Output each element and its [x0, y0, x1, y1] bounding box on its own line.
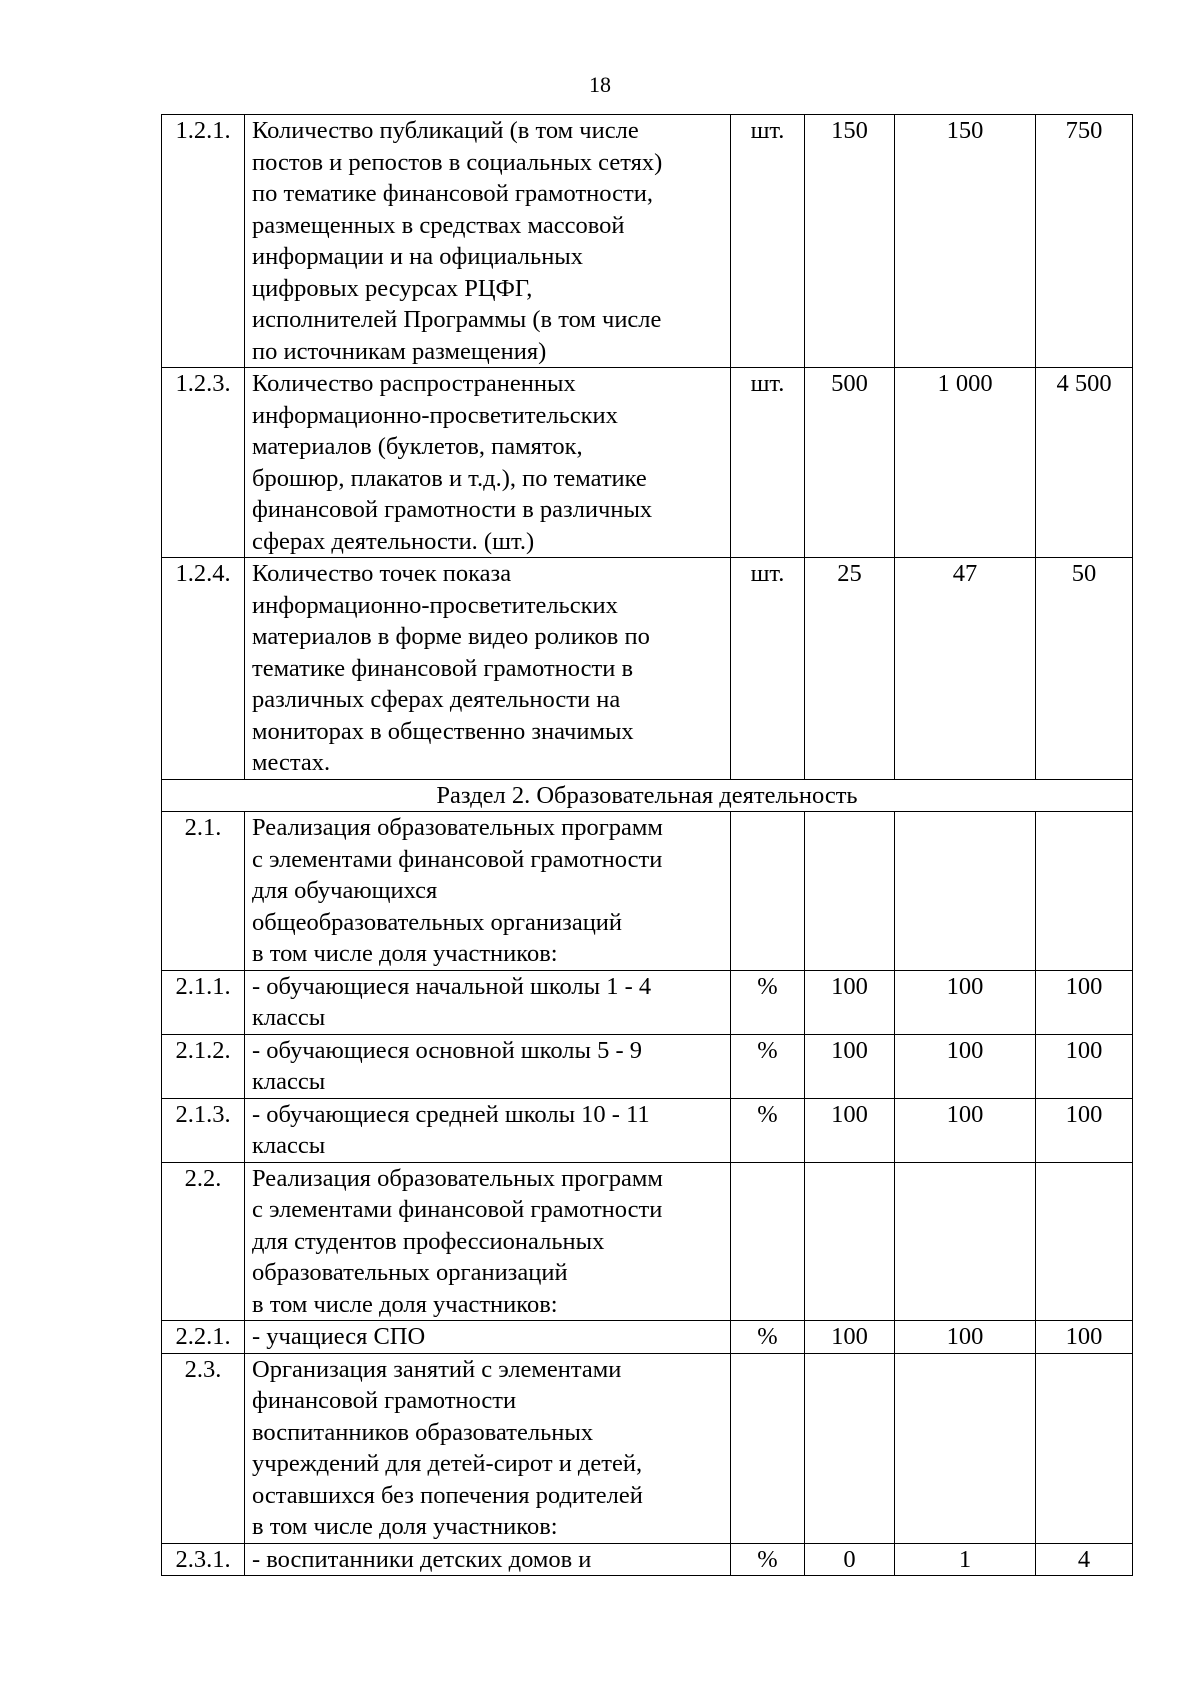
value-3	[1036, 812, 1133, 971]
indicator-name: - воспитанники детских домов и	[245, 1543, 731, 1576]
indicator-name: Реализация образовательных программ с элементами финансовой грамотности для обучающихся общеобразовательных организаций в том числе доля участников:	[245, 812, 731, 971]
unit	[731, 812, 805, 971]
row-number: 1.2.1.	[162, 115, 245, 368]
row-number: 2.1.	[162, 812, 245, 971]
value-1	[805, 1353, 895, 1543]
unit: %	[731, 1098, 805, 1162]
unit: шт.	[731, 115, 805, 368]
table-row	[162, 1543, 1133, 1576]
value-1: 100	[805, 1034, 895, 1098]
table-row	[162, 1321, 1133, 1354]
indicator-name: - обучающиеся средней школы 10 - 11 классы	[245, 1098, 731, 1162]
unit: шт.	[731, 368, 805, 558]
value-2: 150	[895, 115, 1036, 368]
value-3: 4 500	[1036, 368, 1133, 558]
unit: %	[731, 970, 805, 1034]
table-row	[162, 1162, 1133, 1321]
value-2: 100	[895, 1098, 1036, 1162]
section-heading: Раздел 2. Образовательная деятельность	[162, 779, 1133, 812]
row-number: 2.1.1.	[162, 970, 245, 1034]
value-2: 100	[895, 1321, 1036, 1354]
row-number: 2.2.1.	[162, 1321, 245, 1354]
table-row	[162, 970, 1133, 1034]
indicator-name: Количество точек показа информационно-просветительских материалов в форме видео роликов по тематике финансовой грамотности в различных сферах деятельности на мониторах в общественно значимых местах.	[245, 558, 731, 780]
value-2	[895, 812, 1036, 971]
value-1: 0	[805, 1543, 895, 1576]
value-3: 50	[1036, 558, 1133, 780]
table-row	[162, 1353, 1133, 1543]
unit: шт.	[731, 558, 805, 780]
table-row	[162, 368, 1133, 558]
table-row	[162, 1098, 1133, 1162]
value-1	[805, 812, 895, 971]
page-number: 18	[589, 72, 611, 97]
value-2: 47	[895, 558, 1036, 780]
unit: %	[731, 1321, 805, 1354]
value-2: 1 000	[895, 368, 1036, 558]
value-1: 150	[805, 115, 895, 368]
indicator-name: Количество публикаций (в том числе постов и репостов в социальных сетях) по тематике финансовой грамотности, размещенных в средствах массовой информации и на официальных цифровых ресурсах РЦФГ, исполнителей Программы (в том числе по источникам размещения)	[245, 115, 731, 368]
value-2: 100	[895, 1034, 1036, 1098]
value-2: 1	[895, 1543, 1036, 1576]
indicator-name: - учащиеся СПО	[245, 1321, 731, 1354]
value-3: 100	[1036, 970, 1133, 1034]
row-number: 2.1.3.	[162, 1098, 245, 1162]
indicator-name: Организация занятий с элементами финансовой грамотности воспитанников образовательных учреждений для детей-сирот и детей, оставшихся без попечения родителей в том числе доля участников:	[245, 1353, 731, 1543]
indicator-name: - обучающиеся основной школы 5 - 9 классы	[245, 1034, 731, 1098]
table-row	[162, 812, 1133, 971]
value-1: 25	[805, 558, 895, 780]
table-row	[162, 1034, 1133, 1098]
value-2: 100	[895, 970, 1036, 1034]
unit	[731, 1353, 805, 1543]
unit: %	[731, 1543, 805, 1576]
value-3: 100	[1036, 1098, 1133, 1162]
value-3: 100	[1036, 1321, 1133, 1354]
value-3: 4	[1036, 1543, 1133, 1576]
value-3: 750	[1036, 115, 1133, 368]
value-3	[1036, 1162, 1133, 1321]
unit	[731, 1162, 805, 1321]
value-3	[1036, 1353, 1133, 1543]
row-number: 2.2.	[162, 1162, 245, 1321]
table-row	[162, 115, 1133, 368]
value-3: 100	[1036, 1034, 1133, 1098]
row-number: 2.1.2.	[162, 1034, 245, 1098]
value-2	[895, 1353, 1036, 1543]
indicator-name: Количество распространенных информационно-просветительских материалов (буклетов, памяток, брошюр, плакатов и т.д.), по тематике финансовой грамотности в различных сферах деятельности. (шт.)	[245, 368, 731, 558]
value-2	[895, 1162, 1036, 1321]
unit: %	[731, 1034, 805, 1098]
indicator-name: Реализация образовательных программ с элементами финансовой грамотности для студентов профессиональных образовательных организаций в том числе доля участников:	[245, 1162, 731, 1321]
indicator-name: - обучающиеся начальной школы 1 - 4 классы	[245, 970, 731, 1034]
value-1: 100	[805, 1098, 895, 1162]
row-number: 1.2.3.	[162, 368, 245, 558]
value-1: 500	[805, 368, 895, 558]
value-1	[805, 1162, 895, 1321]
table-row	[162, 558, 1133, 780]
value-1: 100	[805, 1321, 895, 1354]
section-heading-row	[162, 779, 1133, 812]
indicators-table	[161, 114, 1133, 1576]
row-number: 2.3.1.	[162, 1543, 245, 1576]
row-number: 2.3.	[162, 1353, 245, 1543]
row-number: 1.2.4.	[162, 558, 245, 780]
value-1: 100	[805, 970, 895, 1034]
